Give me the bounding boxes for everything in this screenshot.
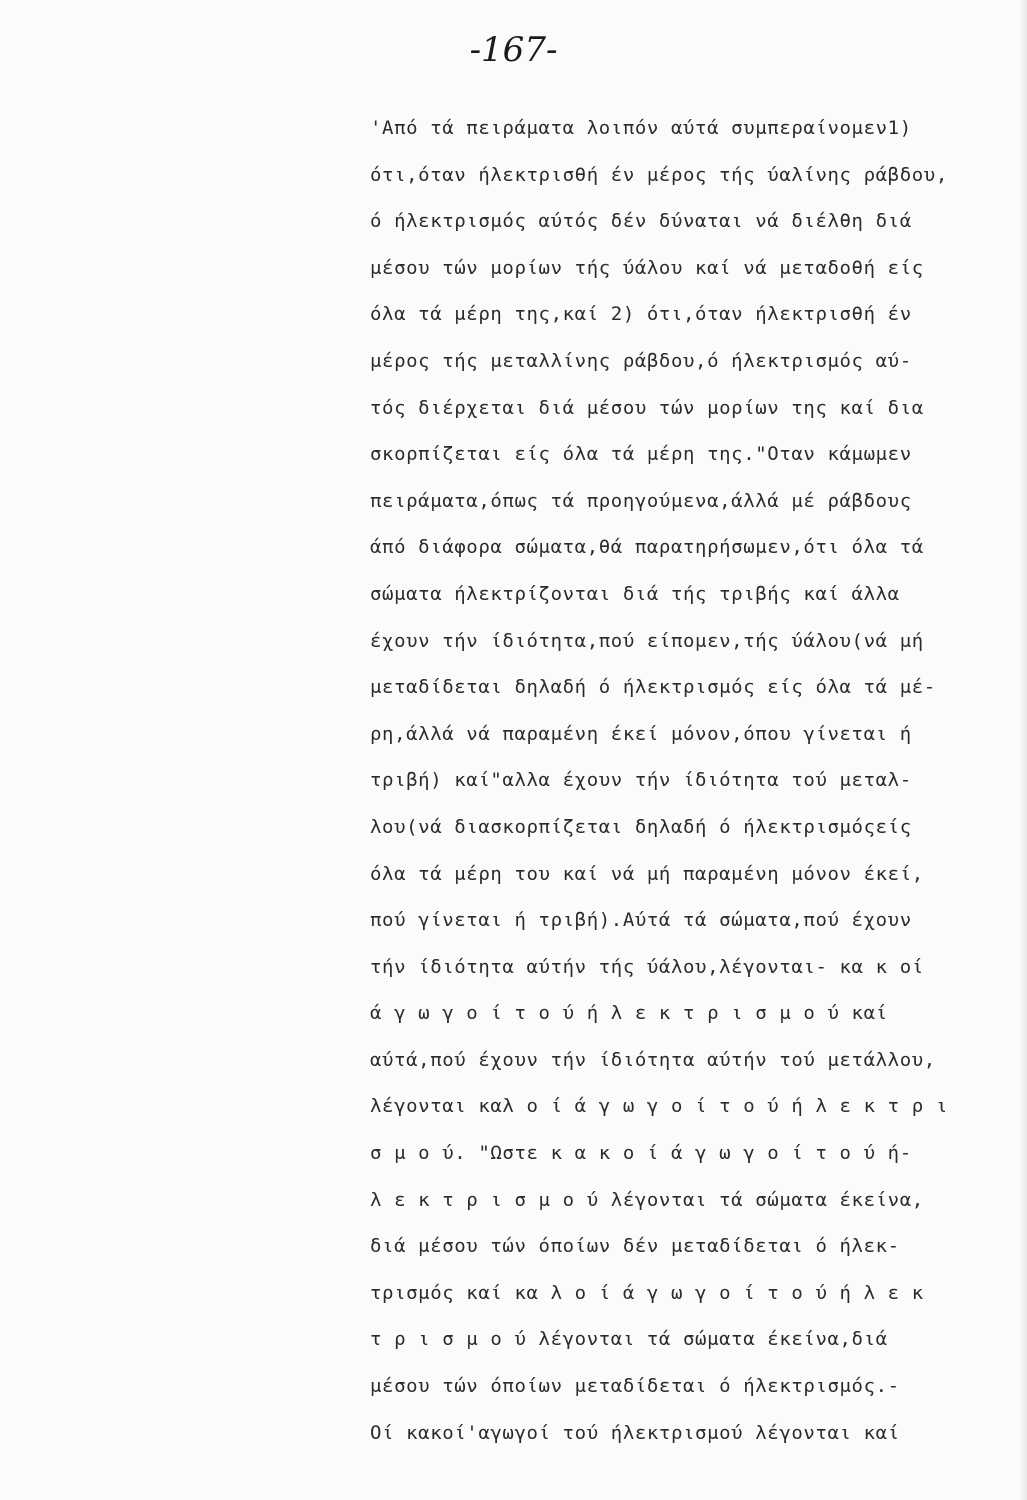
text-line: ρη,άλλά νά παραμένη έκεί μόνον,όπου γίνεται ή: [370, 722, 912, 745]
typewritten-text-block: [370, 105, 1020, 1456]
text-line: σκορπίζεται είς όλα τά μέρη της."Οταν κάμωμεν: [370, 443, 912, 466]
text-line: όλα τά μέρη της,καί 2) ότι,όταν ήλεκτρισθή έν: [370, 303, 912, 326]
text-line: μέσου τών όποίων μεταδίδεται ό ήλεκτρισμός.-: [370, 1375, 900, 1398]
text-line: ό ήλεκτρισμός αύτός δέν δύναται νά διέλθη διά: [370, 210, 912, 233]
text-line: μέσου τών μορίων τής ύάλου καί νά μεταδοθή είς: [370, 256, 924, 279]
text-line: όλα τά μέρη του καί νά μή παραμένη μόνον έκεί,: [370, 862, 924, 885]
text-line: πού γίνεται ή τριβή).Αύτά τά σώματα,πού έχουν: [370, 909, 912, 932]
text-line: τ ρ ι σ μ ο ύ λέγονται τά σώματα έκείνα,διά: [370, 1328, 888, 1351]
text-line: λέγονται καλ ο ί ά γ ω γ ο ί τ ο ύ ή λ ε κ τ ρ ι: [370, 1095, 948, 1118]
text-line: τριβή) καί"αλλα έχουν τήν ίδιότητα τού μεταλ-: [370, 769, 912, 792]
text-line: λου(νά διασκορπίζεται δηλαδή ό ήλεκτρισμόςείς: [370, 815, 912, 838]
text-line: Οί κακοί'αγωγοί τού ήλεκτρισμού λέγονται καί: [370, 1421, 900, 1444]
text-line: σ μ ο ύ. "Ωστε κ α κ ο ί ά γ ω γ ο ί τ ο ύ ή-: [370, 1142, 912, 1165]
text-line: λ ε κ τ ρ ι σ μ ο ύ λέγονται τά σώματα έκείνα,: [370, 1188, 924, 1211]
text-line: έχουν τήν ίδιότητα,πού είπομεν,τής ύάλου(νά μή: [370, 629, 924, 652]
text-line: αύτά,πού έχουν τήν ίδιότητα αύτήν τού μετάλλου,: [370, 1048, 936, 1071]
text-line: σώματα ήλεκτρίζονται διά τής τριβής καί άλλα: [370, 582, 900, 605]
text-line: πειράματα,όπως τά προηγούμενα,άλλά μέ ράβδους: [370, 489, 912, 512]
text-line: διά μέσου τών όποίων δέν μεταδίδεται ό ήλεκ-: [370, 1235, 900, 1258]
text-line: ά γ ω γ ο ί τ ο ύ ή λ ε κ τ ρ ι σ μ ο ύ καί: [370, 1002, 888, 1025]
text-line: ότι,όταν ήλεκτρισθή έν μέρος τής ύαλίνης ράβδου,: [370, 163, 948, 186]
page-number: -167-: [469, 30, 558, 70]
text-line: τρισμός καί κα λ ο ί ά γ ω γ ο ί τ ο ύ ή λ ε κ: [370, 1281, 924, 1304]
page-edge-shadow: [1018, 0, 1027, 1500]
text-line: τήν ίδιότητα αύτήν τής ύάλου,λέγονται- κα κ οί: [370, 955, 924, 978]
text-line: μεταδίδεται δηλαδή ό ήλεκτρισμός είς όλα τά μέ-: [370, 676, 936, 699]
text-line: 'Από τά πειράματα λοιπόν αύτά συμπεραίνομεν1): [370, 117, 912, 139]
text-line: τός διέρχεται διά μέσου τών μορίων της καί δια: [370, 396, 924, 419]
text-line: άπό διάφορα σώματα,θά παρατηρήσωμεν,ότι όλα τά: [370, 536, 924, 559]
text-line: μέρος τής μεταλλίνης ράβδου,ό ήλεκτρισμός αύ-: [370, 349, 912, 372]
